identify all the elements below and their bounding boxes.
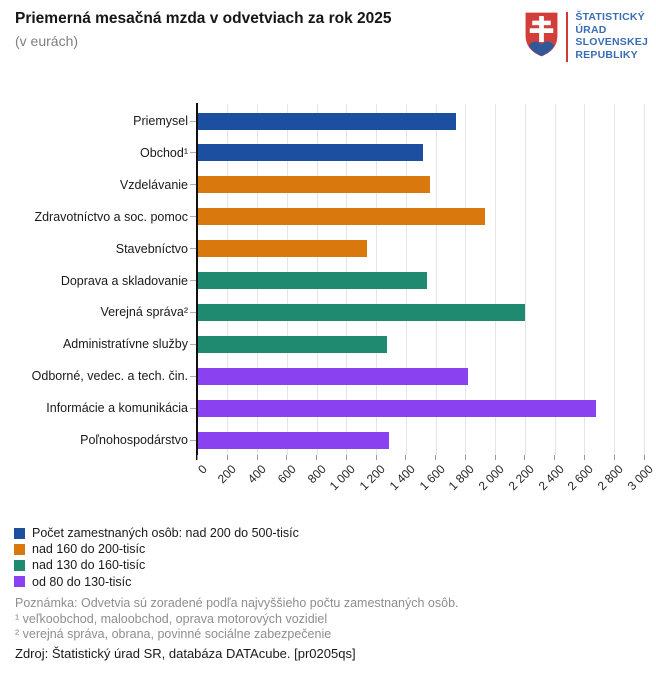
x-tick xyxy=(554,455,555,460)
x-tick xyxy=(257,455,258,460)
legend-swatch xyxy=(14,576,25,587)
legend-label: od 80 do 130-tisíc xyxy=(32,574,132,589)
x-tick-label: 2 400 xyxy=(535,462,567,494)
legend xyxy=(14,525,299,590)
category-label: Informácie a komunikácia xyxy=(46,401,188,416)
category-tick xyxy=(190,152,196,153)
chart-bar xyxy=(198,304,525,321)
logo-divider xyxy=(566,12,568,62)
x-tick-label: 2 000 xyxy=(475,462,508,494)
gridline xyxy=(614,104,615,455)
x-tick xyxy=(376,455,377,460)
x-tick xyxy=(495,455,496,460)
category-tick xyxy=(190,408,196,409)
x-tick xyxy=(435,455,436,460)
footnote-1: ¹ veľkoobchod, maloobchod, oprava motorových vozidiel xyxy=(15,611,328,626)
legend-label: nad 160 do 200-tisíc xyxy=(32,542,146,557)
category-label: Priemysel xyxy=(133,114,188,128)
x-tick-label: 1 800 xyxy=(446,462,478,494)
category-label: Stavebníctvo xyxy=(115,241,188,256)
x-tick-label: 1 000 xyxy=(327,462,359,494)
x-tick xyxy=(524,455,525,460)
x-tick xyxy=(465,455,466,460)
chart-bar xyxy=(198,272,428,289)
category-tick xyxy=(190,216,196,217)
legend-swatch xyxy=(14,528,25,539)
category-tick xyxy=(190,312,196,313)
x-tick-label: 2 200 xyxy=(505,462,537,494)
legend-swatch xyxy=(14,544,25,555)
chart-bar xyxy=(198,400,596,417)
source-line: Zdroj: Štatistický úrad SR, databáza DATAcube. [pr0205qs] xyxy=(15,646,356,661)
gridline xyxy=(644,104,645,455)
chart-bar xyxy=(198,113,456,130)
logo-text-line: ÚRAD xyxy=(575,23,607,36)
footnotes xyxy=(15,596,459,643)
legend-label: nad 130 do 160-tisíc xyxy=(32,558,146,573)
category-label: Doprava a skladovanie xyxy=(60,273,188,288)
chart-bar xyxy=(198,432,389,449)
logo-text xyxy=(575,11,648,61)
logo-text-line: REPUBLIKY xyxy=(575,48,638,61)
x-tick-label: 400 xyxy=(244,462,269,487)
x-tick-label: 1 400 xyxy=(386,462,418,494)
x-tick-label: 2 800 xyxy=(594,462,627,494)
category-label: Odborné, vedec. a tech. čin. xyxy=(31,369,188,384)
x-tick xyxy=(197,455,198,460)
chart-bar xyxy=(198,240,368,257)
category-label: Verejná správa² xyxy=(100,305,188,320)
x-tick xyxy=(316,455,317,460)
chart-bar xyxy=(198,208,485,225)
category-tick xyxy=(190,121,196,122)
x-tick-label: 600 xyxy=(274,462,299,487)
x-tick-label: 800 xyxy=(304,462,329,487)
chart-bar xyxy=(198,368,469,385)
chart-bar xyxy=(198,176,430,193)
category-tick xyxy=(190,376,196,377)
x-tick-label: 3 000 xyxy=(624,462,656,494)
x-tick-label: 200 xyxy=(215,462,240,487)
legend-item xyxy=(14,525,299,541)
footnote-2: ² verejná správa, obrana, povinné sociálne zabezpečenie xyxy=(15,627,332,641)
note-line: Poznámka: Odvetvia sú zoradené podľa najvyššieho počtu zamestnaných osôb. xyxy=(15,596,459,610)
category-tick xyxy=(190,248,196,249)
chart-bar xyxy=(198,144,423,161)
legend-item xyxy=(14,541,299,557)
category-tick xyxy=(190,344,196,345)
category-label: Vzdelávanie xyxy=(119,177,188,192)
category-label: Zdravotníctvo a soc. pomoc xyxy=(34,209,188,224)
statistical-office-logo xyxy=(523,11,648,63)
x-tick xyxy=(227,455,228,460)
x-tick-label: 2 600 xyxy=(565,462,597,494)
x-tick-label: 1 200 xyxy=(356,462,388,494)
logo-text-line: ŠTATISTICKÝ xyxy=(575,11,645,23)
x-tick xyxy=(644,455,645,460)
legend-swatch xyxy=(14,560,25,571)
category-label: Poľnohospodárstvo xyxy=(80,433,188,447)
logo-text-line: SLOVENSKEJ xyxy=(575,36,648,49)
x-tick-label: 1 600 xyxy=(416,462,448,494)
category-label: Obchod¹ xyxy=(140,145,188,160)
legend-item xyxy=(14,557,299,573)
category-tick xyxy=(190,184,196,185)
category-tick xyxy=(190,440,196,441)
chart-title: Priemerná mesačná mzda v odvetviach za rok 2025 xyxy=(15,10,392,27)
legend-item xyxy=(14,574,299,590)
category-label: Administratívne služby xyxy=(62,337,188,352)
x-tick xyxy=(584,455,585,460)
legend-label: Počet zamestnaných osôb: nad 200 do 500-tisíc xyxy=(32,526,299,541)
x-tick xyxy=(286,455,287,460)
x-tick xyxy=(405,455,406,460)
slovak-coat-of-arms-icon xyxy=(523,11,560,63)
x-tick-label: 0 xyxy=(194,462,210,477)
chart-subtitle: (v eurách) xyxy=(15,33,79,49)
category-tick xyxy=(190,280,196,281)
x-tick xyxy=(614,455,615,460)
chart-bar xyxy=(198,336,387,353)
x-tick xyxy=(346,455,347,460)
